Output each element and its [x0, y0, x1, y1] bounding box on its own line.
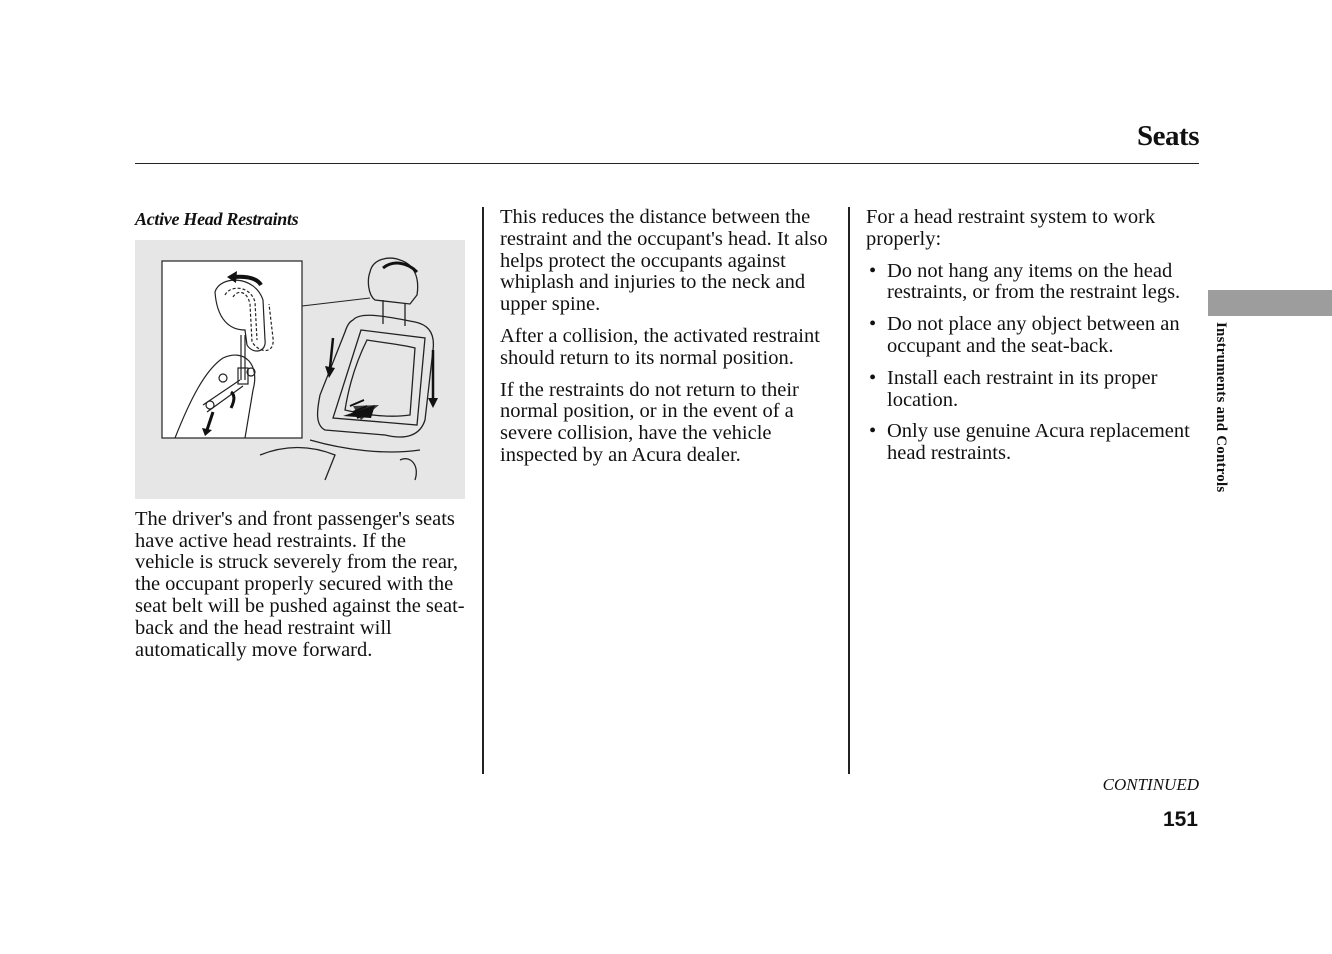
subheading: Active Head Restraints [135, 209, 299, 229]
section-tab-label: Instruments and Controls [1213, 322, 1229, 493]
middle-paragraph-3: If the restraints do not return to their normal position, or in the event of a severe collision, have the vehicle inspected by an Acura dealer. [500, 378, 799, 466]
page-number: 151 [1162, 808, 1198, 831]
left-column [135, 207, 467, 671]
left-paragraph: The driver's and front passenger's seats have active head restraints. If the vehicle is struck severely from the rear, the occupant properly secured with the seat belt will be pushed against the seat-back and the head restraint will automatically move forward. [135, 507, 465, 661]
head-restraint-illustration [135, 240, 465, 499]
restraint-tips-list [866, 261, 1202, 465]
middle-paragraph-2: After a collision, the activated restraint should return to its normal position. [500, 324, 820, 369]
right-intro: For a head restraint system to work properly: [866, 206, 1156, 250]
section-title: Seats [1137, 120, 1199, 152]
list-item: • Only use genuine Acura replacement head restraints. [866, 421, 1202, 465]
middle-paragraph-1: This reduces the distance between the restraint and the occupant's head. It also helps protect the occupants against whiplash and injuries to the neck and upper spine. [500, 206, 828, 316]
seat-diagram-svg [135, 240, 465, 499]
continued-label: CONTINUED [1102, 775, 1199, 794]
column-divider-1 [482, 207, 484, 774]
header-rule [135, 163, 1199, 164]
list-item: • Install each restraint in its proper location. [866, 368, 1202, 412]
right-column [866, 207, 1202, 475]
middle-column [500, 207, 834, 477]
list-item: • Do not hang any items on the head restraints, or from the restraint legs. [866, 261, 1202, 305]
section-tab [1208, 290, 1332, 316]
list-item: • Do not place any object between an occupant and the seat-back. [866, 314, 1202, 358]
column-divider-2 [848, 207, 850, 774]
